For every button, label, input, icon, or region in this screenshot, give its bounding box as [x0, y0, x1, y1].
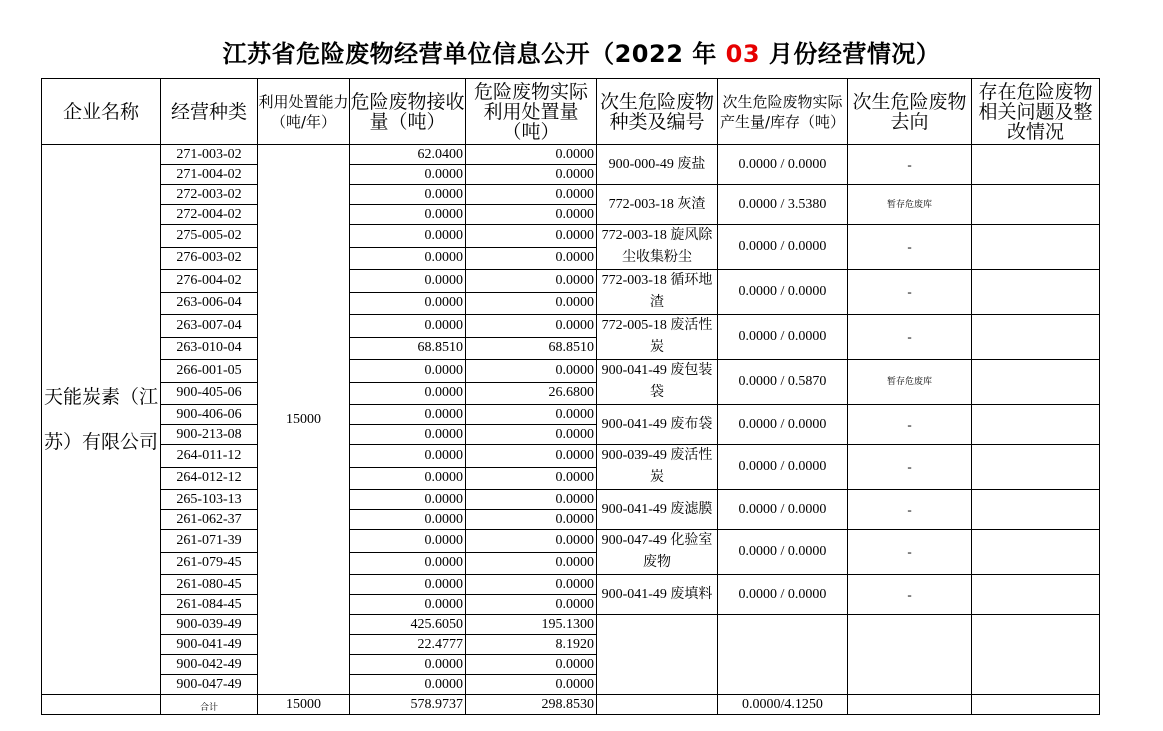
- received-value: 0.0000: [350, 467, 466, 490]
- secondary-type: 900-041-49 废填料: [597, 575, 718, 615]
- category-code: 900-406-06: [161, 405, 258, 425]
- total-received: 578.9737: [350, 695, 466, 715]
- category-code: 900-405-06: [161, 382, 258, 405]
- secondary-type: 900-000-49 废盐: [597, 145, 718, 185]
- utilized-value: 8.1920: [466, 635, 597, 655]
- category-code: 272-004-02: [161, 205, 258, 225]
- table-row: [42, 615, 1100, 635]
- category-code: 900-042-49: [161, 655, 258, 675]
- received-value: 0.0000: [350, 225, 466, 248]
- received-value: 0.0000: [350, 490, 466, 510]
- category-code: 900-047-49: [161, 675, 258, 695]
- secondary-type: 900-041-49 废布袋: [597, 405, 718, 445]
- capacity-value: 15000: [258, 145, 350, 695]
- received-value: 0.0000: [350, 165, 466, 185]
- utilized-value: 0.0000: [466, 292, 597, 315]
- table-row: [42, 575, 1100, 595]
- header-secondary-dest: 次生危险废物去向: [848, 79, 972, 145]
- received-value: 0.0000: [350, 425, 466, 445]
- header-row: [42, 79, 1100, 145]
- table-row: [42, 315, 1100, 338]
- table-row: [42, 270, 1100, 293]
- category-code: 266-001-05: [161, 360, 258, 383]
- total-empty: [42, 695, 161, 715]
- received-value: 22.4777: [350, 635, 466, 655]
- secondary-type: 772-005-18 废活性炭: [597, 315, 718, 360]
- secondary-amount: 0.0000 / 0.0000: [718, 225, 848, 270]
- received-value: 0.0000: [350, 405, 466, 425]
- received-value: 0.0000: [350, 655, 466, 675]
- received-value: 62.0400: [350, 145, 466, 165]
- table-row: [42, 360, 1100, 383]
- table-body: [42, 145, 1100, 715]
- table-row: [42, 405, 1100, 425]
- received-value: 0.0000: [350, 530, 466, 553]
- received-value: 68.8510: [350, 337, 466, 360]
- utilized-value: 0.0000: [466, 165, 597, 185]
- utilized-value: 0.0000: [466, 552, 597, 575]
- secondary-type: 772-003-18 旋风除尘收集粉尘: [597, 225, 718, 270]
- received-value: 0.0000: [350, 360, 466, 383]
- category-code: 261-079-45: [161, 552, 258, 575]
- total-secondary-type: [597, 695, 718, 715]
- secondary-type: 900-041-49 废包装袋: [597, 360, 718, 405]
- secondary-amount: 0.0000 / 3.5380: [718, 185, 848, 225]
- table-row: [42, 445, 1100, 468]
- company-name: 天能炭素（江苏）有限公司: [42, 145, 161, 695]
- utilized-value: 0.0000: [466, 425, 597, 445]
- utilized-value: 68.8510: [466, 337, 597, 360]
- utilized-value: 0.0000: [466, 247, 597, 270]
- header-secondary-type: 次生危险废物种类及编号: [597, 79, 718, 145]
- received-value: 0.0000: [350, 382, 466, 405]
- header-category: 经营种类: [161, 79, 258, 145]
- secondary-dest: -: [848, 445, 972, 490]
- secondary-dest: -: [848, 315, 972, 360]
- utilized-value: 0.0000: [466, 575, 597, 595]
- secondary-type: 900-039-49 废活性炭: [597, 445, 718, 490]
- secondary-dest: 暂存危废库: [848, 360, 972, 405]
- utilized-value: 0.0000: [466, 270, 597, 293]
- title-month: 03: [725, 40, 761, 68]
- utilized-value: 0.0000: [466, 675, 597, 695]
- secondary-dest: -: [848, 270, 972, 315]
- category-code: 900-213-08: [161, 425, 258, 445]
- secondary-amount: 0.0000 / 0.0000: [718, 490, 848, 530]
- secondary-dest: -: [848, 405, 972, 445]
- header-company: 企业名称: [42, 79, 161, 145]
- total-row: [42, 695, 1100, 715]
- issue-cell: [972, 270, 1100, 315]
- received-value: 0.0000: [350, 185, 466, 205]
- utilized-value: 0.0000: [466, 145, 597, 165]
- category-code: 263-006-04: [161, 292, 258, 315]
- received-value: 0.0000: [350, 575, 466, 595]
- table-row: [42, 490, 1100, 510]
- issue-cell: [972, 185, 1100, 225]
- utilized-value: 0.0000: [466, 360, 597, 383]
- utilized-value: 0.0000: [466, 205, 597, 225]
- secondary-dest: -: [848, 225, 972, 270]
- category-code: 261-084-45: [161, 595, 258, 615]
- secondary-dest: -: [848, 575, 972, 615]
- header-issues: 存在危险废物相关问题及整改情况: [972, 79, 1100, 145]
- total-secondary-amount: 0.0000/4.1250: [718, 695, 848, 715]
- received-value: 0.0000: [350, 675, 466, 695]
- utilized-value: 195.1300: [466, 615, 597, 635]
- issue-cell-empty: [972, 615, 1100, 695]
- utilized-value: 26.6800: [466, 382, 597, 405]
- received-value: 0.0000: [350, 270, 466, 293]
- table-row: [42, 530, 1100, 553]
- issue-cell: [972, 315, 1100, 360]
- category-code: 264-011-12: [161, 445, 258, 468]
- category-code: 275-005-02: [161, 225, 258, 248]
- waste-info-table: [41, 78, 1100, 715]
- utilized-value: 0.0000: [466, 510, 597, 530]
- utilized-value: 0.0000: [466, 530, 597, 553]
- category-code: 261-062-37: [161, 510, 258, 530]
- secondary-amount: 0.0000 / 0.0000: [718, 405, 848, 445]
- secondary-dest: 暂存危废库: [848, 185, 972, 225]
- received-value: 0.0000: [350, 205, 466, 225]
- utilized-value: 0.0000: [466, 595, 597, 615]
- secondary-amount: 0.0000 / 0.0000: [718, 145, 848, 185]
- header-received: 危险废物接收量（吨）: [350, 79, 466, 145]
- secondary-amount: 0.0000 / 0.0000: [718, 315, 848, 360]
- secondary-type: 772-003-18 循环地渣: [597, 270, 718, 315]
- issue-cell: [972, 530, 1100, 575]
- secondary-amount: 0.0000 / 0.5870: [718, 360, 848, 405]
- secondary-type: 900-047-49 化验室废物: [597, 530, 718, 575]
- received-value: 0.0000: [350, 445, 466, 468]
- issue-cell: [972, 145, 1100, 185]
- received-value: 0.0000: [350, 292, 466, 315]
- received-value: 0.0000: [350, 315, 466, 338]
- received-value: 425.6050: [350, 615, 466, 635]
- total-capacity: 15000: [258, 695, 350, 715]
- received-value: 0.0000: [350, 510, 466, 530]
- utilized-value: 0.0000: [466, 467, 597, 490]
- utilized-value: 0.0000: [466, 490, 597, 510]
- category-code: 263-007-04: [161, 315, 258, 338]
- secondary-dest: -: [848, 145, 972, 185]
- header-secondary-amount: 次生危险废物实际产生量/库存（吨）: [718, 79, 848, 145]
- page-title: 江苏省危险废物经营单位信息公开（2022 年 03 月份经营情况）: [222, 40, 941, 68]
- table-row: [42, 225, 1100, 248]
- category-code: 265-103-13: [161, 490, 258, 510]
- utilized-value: 0.0000: [466, 405, 597, 425]
- utilized-value: 0.0000: [466, 445, 597, 468]
- category-code: 261-080-45: [161, 575, 258, 595]
- total-secondary-dest: [848, 695, 972, 715]
- issue-cell: [972, 225, 1100, 270]
- utilized-value: 0.0000: [466, 315, 597, 338]
- category-code: 276-004-02: [161, 270, 258, 293]
- total-utilized: 298.8530: [466, 695, 597, 715]
- issue-cell: [972, 575, 1100, 615]
- total-label: 合计: [161, 695, 258, 715]
- received-value: 0.0000: [350, 247, 466, 270]
- secondary-amount: 0.0000 / 0.0000: [718, 530, 848, 575]
- category-code: 900-041-49: [161, 635, 258, 655]
- category-code: 900-039-49: [161, 615, 258, 635]
- secondary-type: 772-003-18 灰渣: [597, 185, 718, 225]
- secondary-amount: 0.0000 / 0.0000: [718, 270, 848, 315]
- issue-cell: [972, 445, 1100, 490]
- secondary-amount-empty: [718, 615, 848, 695]
- header-utilized: 危险废物实际利用处置量（吨）: [466, 79, 597, 145]
- secondary-type-empty: [597, 615, 718, 695]
- utilized-value: 0.0000: [466, 225, 597, 248]
- issue-cell: [972, 360, 1100, 405]
- header-capacity: 利用处置能力（吨/年）: [258, 79, 350, 145]
- category-code: 263-010-04: [161, 337, 258, 360]
- total-issues: [972, 695, 1100, 715]
- category-code: 276-003-02: [161, 247, 258, 270]
- table-row: [42, 185, 1100, 205]
- utilized-value: 0.0000: [466, 185, 597, 205]
- received-value: 0.0000: [350, 552, 466, 575]
- category-code: 271-004-02: [161, 165, 258, 185]
- received-value: 0.0000: [350, 595, 466, 615]
- issue-cell: [972, 405, 1100, 445]
- secondary-dest: -: [848, 530, 972, 575]
- secondary-type: 900-041-49 废滤膜: [597, 490, 718, 530]
- secondary-dest-empty: [848, 615, 972, 695]
- category-code: 272-003-02: [161, 185, 258, 205]
- secondary-amount: 0.0000 / 0.0000: [718, 575, 848, 615]
- table-row: [42, 145, 1100, 165]
- category-code: 271-003-02: [161, 145, 258, 165]
- issue-cell: [972, 490, 1100, 530]
- category-code: 264-012-12: [161, 467, 258, 490]
- secondary-dest: -: [848, 490, 972, 530]
- utilized-value: 0.0000: [466, 655, 597, 675]
- secondary-amount: 0.0000 / 0.0000: [718, 445, 848, 490]
- category-code: 261-071-39: [161, 530, 258, 553]
